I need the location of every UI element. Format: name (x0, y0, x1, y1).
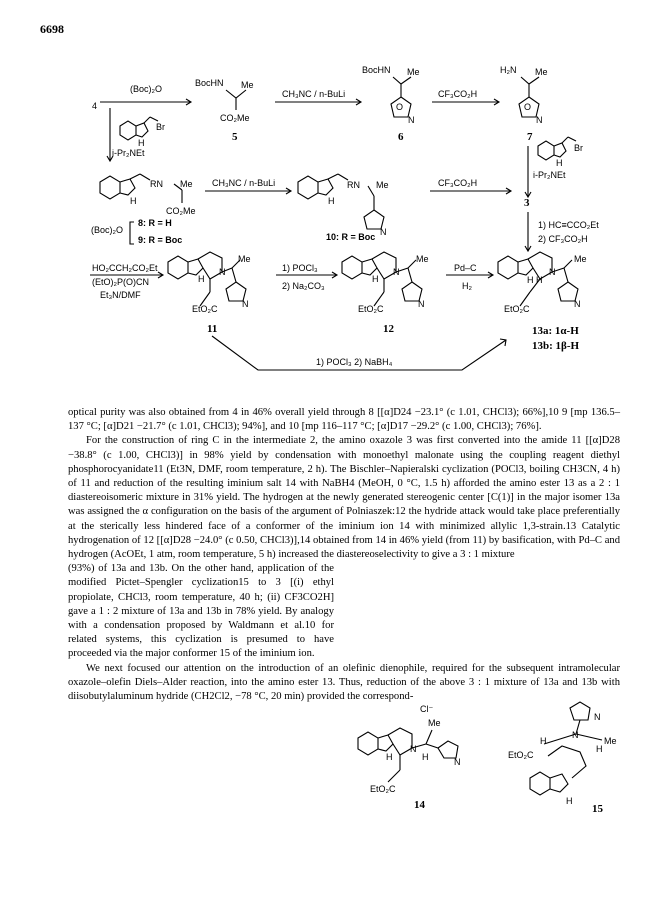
c12-eto2c: EtO₂C (358, 304, 384, 314)
compound-8-9-structure (100, 174, 182, 203)
svg-text:N: N (393, 267, 400, 277)
reagent-ch3nc-top: CH₃NC / n-BuLi (282, 89, 346, 99)
reagent-ch3nc-middle: CH₃NC / n-BuLi (212, 178, 276, 188)
svg-text:H: H (328, 196, 335, 206)
reagent-malonate: HO₂CCH₂CO₂Et (92, 263, 158, 273)
fig15-eto2c: EtO₂C (508, 750, 534, 760)
c8-rn: RN (150, 179, 163, 189)
compound-8-label: 8: R = H (138, 218, 172, 228)
svg-text:H: H (130, 196, 137, 206)
reagent-ipr2net-left: i-Pr₂NEt (112, 148, 145, 158)
reagent-pocl3-1: 1) POCl₃ (282, 263, 318, 273)
reagent-depc: (EtO)₂P(O)CN (92, 277, 149, 287)
reagent-na2co3: 2) Na₂CO₃ (282, 281, 325, 291)
c13-me: Me (574, 254, 587, 264)
c7-me: Me (535, 67, 548, 77)
compound-13a-label: 13a: 1α-H (532, 325, 579, 337)
svg-text:N: N (572, 730, 579, 740)
compound-15-label: 15 (592, 803, 603, 815)
svg-text:N: N (536, 115, 543, 125)
bracket (130, 222, 134, 244)
c12-me: Me (416, 254, 429, 264)
reagent-tfa-middle: CF₃CO₂H (438, 178, 478, 188)
compound-6-label: 6 (398, 131, 404, 143)
c5-bochn: BocHN (195, 78, 224, 88)
reagent-pdc: Pd–C (454, 263, 477, 273)
reagent-et3n: Et₃N/DMF (100, 290, 141, 300)
figure-14-15 (340, 700, 640, 830)
c10-rn: RN (347, 180, 360, 190)
c6-chain (393, 77, 411, 84)
reagent-tfa-step2: 2) CF₃CO₂H (538, 234, 588, 244)
svg-text:H: H (198, 274, 205, 284)
compound-14-structure (358, 728, 458, 782)
c6-me: Me (407, 67, 420, 77)
svg-text:H: H (556, 158, 563, 168)
svg-text:H: H (422, 752, 429, 762)
c11-me: Me (238, 254, 251, 264)
compound-13b-label: 13b: 1β-H (532, 340, 580, 352)
svg-text:H H: H H (527, 275, 543, 285)
fig14-eto2c: EtO₂C (370, 784, 396, 794)
compound-7-label: 7 (527, 131, 533, 143)
c10-me: Me (376, 180, 389, 190)
c8-me: Me (180, 179, 193, 189)
reagent-propiolate: 1) HC≡CCO₂Et (538, 220, 599, 230)
compound-3-label: 3 (524, 197, 530, 209)
svg-text:H: H (386, 752, 393, 762)
compound-15-structure (530, 702, 602, 795)
paragraph-1: optical purity was also obtained from 4 in 46% overall yield through 8 [[α]D24 −23.1° (c 1.01, CHCl3); 66%],10 9 [mp 136.5–137 °C; [α]D21 −21.7° (c 1.01, CHCl3); 94%], and 10 [mp 116–117 °C; [α]D17 −29.2° (c 1.00, CHCl3); 76%]. (68, 407, 620, 433)
compound-12-label: 12 (383, 323, 394, 335)
svg-text:H: H (138, 138, 145, 148)
br-left: Br (156, 122, 165, 132)
svg-text:N: N (549, 267, 556, 277)
svg-text:N: N (418, 299, 425, 309)
body-text (68, 406, 620, 704)
svg-text:N: N (574, 299, 581, 309)
svg-text:Me: Me (604, 736, 617, 746)
svg-text:N: N (594, 712, 601, 722)
br-right: Br (574, 143, 583, 153)
svg-text:N: N (380, 227, 387, 237)
reagent-tfa-top: CF₃CO₂H (438, 89, 478, 99)
svg-text:H: H (566, 796, 573, 806)
svg-text:N: N (242, 299, 249, 309)
c7-h2n: H₂N (500, 65, 517, 75)
reagent-pocl3-nabh4: 1) POCl₃ 2) NaBH₄ (316, 357, 393, 367)
compound-10-structure (298, 174, 384, 229)
svg-text:N: N (454, 757, 461, 767)
svg-text:N: N (219, 267, 226, 277)
compound-11-label: 11 (207, 323, 218, 335)
paragraph-3: (93%) of 13a and 13b. On the other hand, application of the modified Pictet–Spengler cyclization15 to 3 [(i) ethyl propiolate, CHCl3, room temperature, 40 h; (ii) CF3CO2H] gave a 1 : 2 mixture of 13a and 13b in 78% yield. By analogy with a condensation proposed by Waldmann et al.10 for related systems, this cyclization is presumed to have proceeded via the major conformer 15 of the iminium ion. (68, 563, 334, 660)
page-number: 6698 (40, 22, 64, 36)
reaction-scheme (0, 0, 672, 400)
reagent-h2: H₂ (462, 281, 472, 291)
svg-text:H: H (372, 274, 379, 284)
compound-11-structure (168, 252, 246, 306)
c5-me: Me (241, 80, 254, 90)
fig14-cl: Cl⁻ (420, 704, 434, 714)
svg-text:O: O (524, 102, 532, 112)
compound-10-label: 10: R = Boc (326, 232, 376, 242)
c7-chain (521, 77, 539, 84)
c6-bochn: BocHN (362, 65, 391, 75)
c5-chain (226, 90, 246, 98)
c8-co2me: CO₂Me (166, 206, 196, 216)
tryptophyl-bromide-left (120, 117, 158, 140)
start-compound-4: 4 (92, 101, 98, 111)
tryptophyl-bromide-right (538, 137, 576, 160)
svg-text:N: N (408, 115, 415, 125)
compound-12-structure (342, 252, 422, 306)
svg-text:H: H (540, 736, 547, 746)
compound-14-label: 14 (414, 799, 425, 811)
reagent-ipr2net-right: i-Pr₂NEt (533, 170, 566, 180)
reagent-boc2o-bracket: (Boc)₂O (91, 225, 123, 235)
reagent-boc2o-top: (Boc)₂O (130, 84, 162, 94)
c13-eto2c: EtO₂C (504, 304, 530, 314)
svg-text:Me: Me (428, 718, 441, 728)
svg-text:N: N (410, 744, 417, 754)
paragraph-2: For the construction of ring C in the intermediate 2, the amino oxazole 3 was first converted into the amide 11 [[α]D28 −38.8° (c 1.00, CHCl3)] in 98% yield by condensation with monoethyl malonate using the coupling reagent diethyl phosphorocyanidate11 (Et3N, DMF, room temperature, 2 h). The Bischler–Napieralski cyclization (POCl3, boiling CH3CN, 4 h) of 11 and reduction of the resulting iminium salt 14 with NaBH4 (MeOH, 0 °C, 1.5 h) afforded the amino ester 13 as a 2 : 1 diastereoisomeric mixture in 31% yield. The hydrogen at the newly generated stereogenic center [C(1)] in the major isomer 13a was assigned the α configuration on the basis of the argument of Polniaszek:12 the hydride attack would take place preferentially at the sterically less hindered face of a conformer of the iminium ion 14 with minimized allylic 1,3-strain.13 Catalytic hydrogenation of 12 [[α]D28 −24.0° (c 0.50, CHCl3)],14 obtained from 14 in 46% yield (from 11) by basification, with Pd–C and hydrogen (AcOEt, 1 atm, room temperature, 5 h) increased the diastereoselectivity to give a 3 : 1 mixture (68, 435, 620, 561)
paragraph-4: We next focused our attention on the introduction of an olefinic dienophile, required for the subsequent intramolecular oxazole–olefin Diels–Alder reaction, into the amino ester 13. Thus, reduction of the above 3 : 1 mixture of 13a and 13b with diisobutylaluminum hydride (CH2Cl2, −78 °C, 20 min) provided the correspond- (68, 662, 620, 703)
c11-eto2c: EtO₂C (192, 304, 218, 314)
compound-9-label: 9: R = Boc (138, 235, 183, 245)
svg-text:O: O (396, 102, 404, 112)
c5-co2me: CO₂Me (220, 113, 250, 123)
svg-text:H: H (596, 744, 603, 754)
compound-5-label: 5 (232, 131, 238, 143)
